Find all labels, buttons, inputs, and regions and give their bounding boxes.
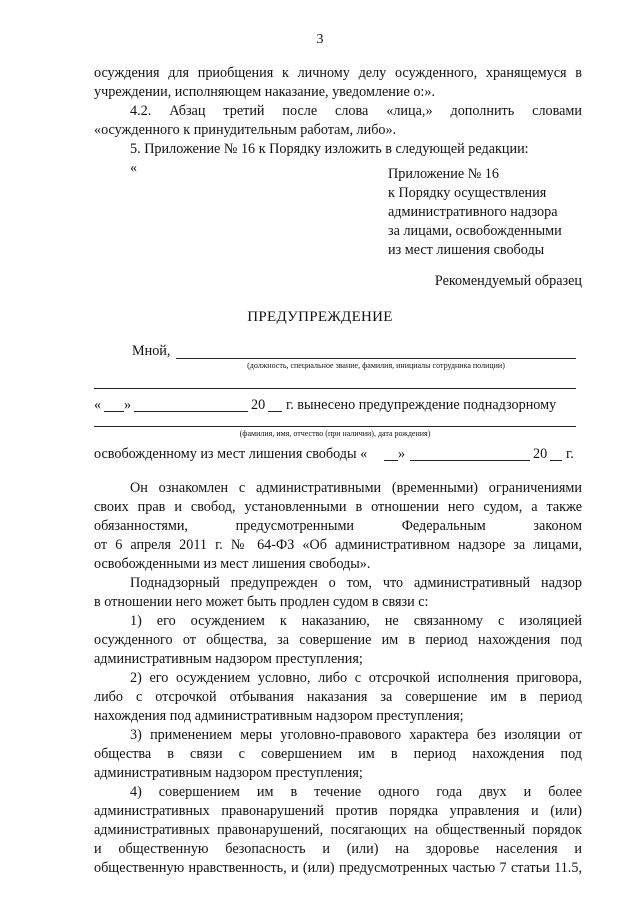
list-item-3	[94, 726, 582, 783]
day-field-line	[104, 411, 124, 412]
text-line: 4) совершением им в течение одного года двух и более	[130, 784, 582, 800]
list-item-4	[94, 783, 582, 878]
appendix-header	[388, 165, 562, 260]
text-line: нахождения под административным надзором преступления;	[94, 708, 464, 724]
text-line: обязанностями, предусмотренными Федеральным законом	[94, 518, 582, 534]
appendix-line: за лицами, освобожденными	[388, 223, 562, 239]
released-year-suffix: г.	[566, 446, 574, 462]
text-line: 2) его осуждением условно, либо с отсрочкой исполнения приговора,	[130, 670, 582, 686]
text-line: «осужденного к принудительным работам, либо».	[94, 122, 397, 138]
date-open-quote: «	[94, 397, 102, 413]
appendix-line: административного надзора	[388, 204, 558, 220]
appendix-line: к Порядку осуществления	[388, 185, 547, 201]
paragraph-acknowledged	[94, 479, 582, 574]
released-close-quote: »	[398, 446, 406, 462]
text-line: в отношении него может быть продлен судом в связи с:	[94, 594, 429, 610]
text-line: и общественную безопасность и (или) на здоровье населения и	[94, 841, 582, 857]
text-line: общественную нравственность, и (или) предусмотренных частью 7 статьи 11.5,	[94, 860, 582, 876]
text-line: от 6 апреля 2011 г. № 64-ФЗ «Об административном надзоре за лицами,	[94, 537, 582, 553]
page-number: 3	[316, 32, 324, 47]
by-me-label: Мной,	[132, 343, 171, 359]
person-field-caption: (фамилия, имя, отчество (при наличии), дата рождения)	[239, 429, 431, 438]
year-prefix: 20	[251, 397, 266, 413]
date-close-quote: »	[124, 397, 132, 413]
text-line: общества в связи с совершением им в период нахождения под	[94, 746, 582, 762]
list-item-2	[94, 669, 582, 726]
document-title: ПРЕДУПРЕЖДЕНИЕ	[247, 309, 393, 325]
recommended-sample: Рекомендуемый образец	[434, 273, 582, 289]
person-field-line	[94, 426, 576, 427]
text-line: административным надзором преступления;	[94, 651, 363, 667]
text-line: административных правонарушений, посягающих на общественный порядок	[94, 822, 582, 838]
text-line: 5. Приложение № 16 к Порядку изложить в следующей редакции:	[130, 141, 529, 157]
text-line: своих прав и свобод, установленными в отношении него судом, а также	[94, 499, 582, 515]
list-item-1	[94, 612, 582, 669]
text-line: административных правонарушений против порядка управления и (или)	[94, 803, 582, 819]
issued-text: г. вынесено предупреждение поднадзорному	[286, 397, 557, 413]
intro-paragraph-1	[94, 64, 582, 102]
opening-quote: «	[130, 160, 138, 176]
text-line: 1) его осуждением к наказанию, не связанному с изоляцией	[130, 613, 582, 629]
text-line: Он ознакомлен с административными (временными) ограничениями	[130, 480, 582, 496]
officer-field-caption: (должность, специальное звание, фамилия, инициалы сотрудника полиции)	[247, 361, 505, 370]
month-field-line	[134, 411, 248, 412]
text-line: либо с отсрочкой отбывания наказания за совершение им в период	[94, 689, 582, 705]
released-day-line	[384, 460, 398, 461]
text-line: освобожденными из мест лишения свободы».	[94, 556, 371, 572]
text-line: Поднадзорный предупрежден о том, что административный надзор	[130, 575, 582, 591]
appendix-line: из мест лишения свободы	[388, 242, 545, 258]
year-field-line	[268, 411, 282, 412]
released-year-prefix: 20	[533, 446, 548, 462]
text-line: 4.2. Абзац третий после слова «лица,» дополнить словами	[130, 103, 582, 119]
paragraph-warned	[94, 574, 582, 612]
text-line: осужденного от общества, за совершение им в период нахождения под	[94, 632, 582, 648]
released-month-line	[410, 460, 530, 461]
text-line: 3) применением меры уголовно-правового характера без изоляции от	[130, 727, 582, 743]
released-year-line	[550, 460, 562, 461]
officer-field-line-2	[94, 388, 576, 389]
appendix-line: Приложение № 16	[388, 166, 499, 182]
text-line: осуждения для приобщения к личному делу осужденного, хранящемуся в	[94, 65, 582, 81]
released-text: освобожденному из мест лишения свободы «	[94, 446, 368, 462]
text-line: учреждении, исполняющем наказание, уведомление о:».	[94, 84, 436, 100]
text-line: административным надзором преступления;	[94, 765, 363, 781]
intro-paragraph-2	[94, 102, 582, 140]
officer-field-line	[176, 358, 576, 359]
